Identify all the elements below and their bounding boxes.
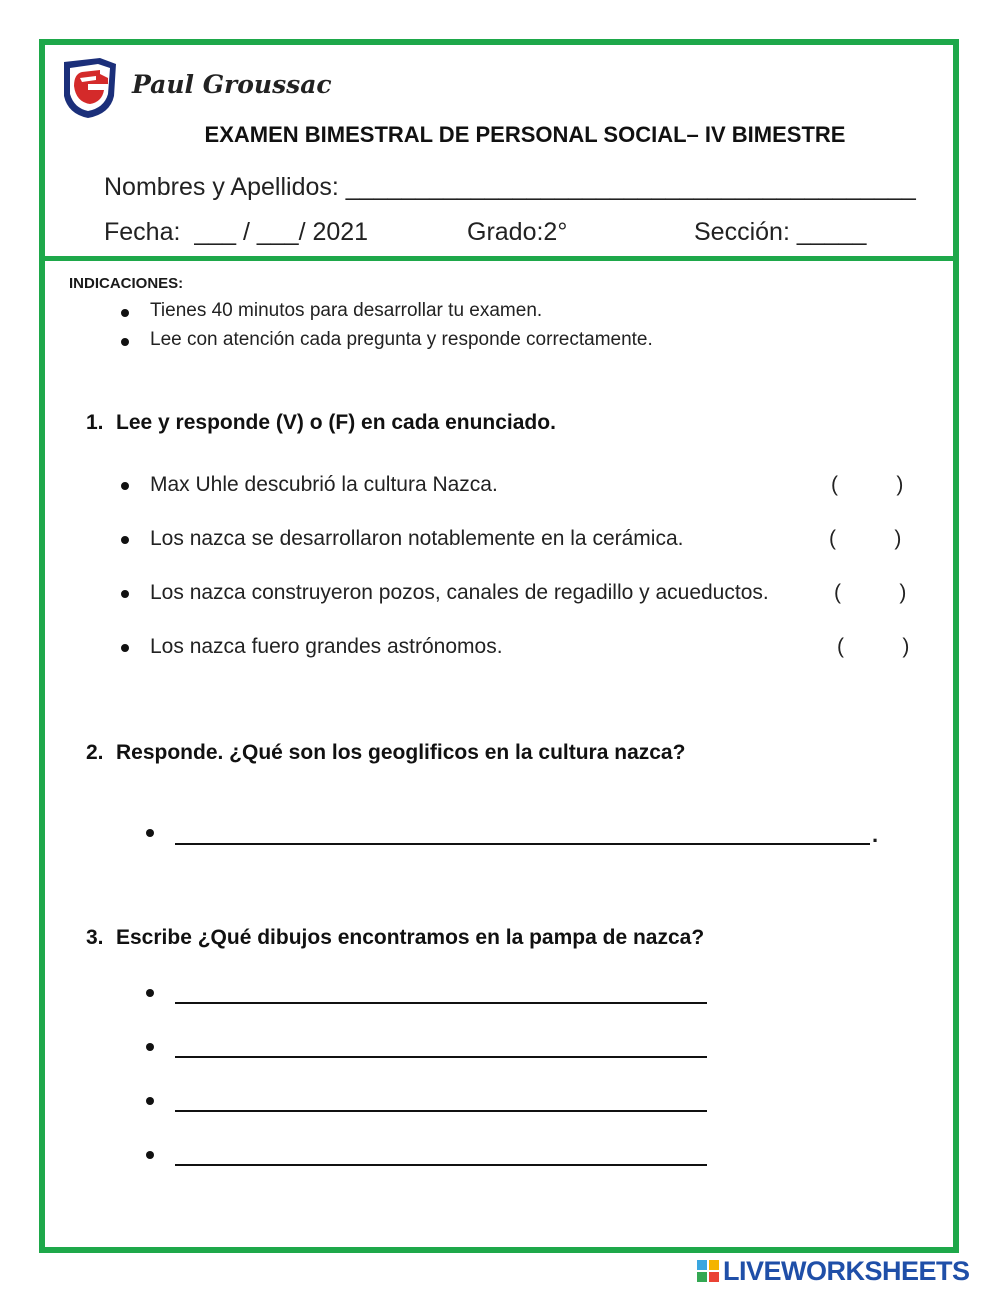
answer-box-3[interactable]: ( ) xyxy=(834,581,907,604)
question-3 xyxy=(86,926,704,950)
question-number: 3. xyxy=(86,926,104,949)
bullet-icon xyxy=(121,590,129,598)
answer-line[interactable] xyxy=(175,843,870,845)
answer-period: . xyxy=(872,822,879,847)
bullet-icon xyxy=(146,1097,154,1105)
instruction-item: Lee con atención cada pregunta y responde correctamente. xyxy=(150,329,653,350)
bullet-icon xyxy=(121,644,129,652)
question-text: Lee y responde (V) o (F) en cada enunciado. xyxy=(116,411,556,434)
grade-field: Grado:2° xyxy=(467,218,568,246)
school-logo-icon xyxy=(60,56,118,120)
answer-box-2[interactable]: ( ) xyxy=(829,527,902,550)
bullet-icon xyxy=(146,1151,154,1159)
instructions-title: INDICACIONES: xyxy=(69,275,184,292)
liveworksheets-brand[interactable] xyxy=(697,1255,997,1287)
answer-line[interactable] xyxy=(175,1056,707,1058)
answer-line[interactable] xyxy=(175,1164,707,1166)
statement-3: Los nazca construyeron pozos, canales de regadillo y acueductos. xyxy=(150,581,769,604)
date-field: Fecha: ___ / ___/ 2021 xyxy=(104,218,369,246)
question-text: Escribe ¿Qué dibujos encontramos en la pampa de nazca? xyxy=(116,926,705,949)
instruction-item: Tienes 40 minutos para desarrollar tu examen. xyxy=(150,300,543,321)
answer-box-4[interactable]: ( ) xyxy=(837,635,910,658)
question-text: Responde. ¿Qué son los geoglificos en la cultura nazca? xyxy=(116,741,686,764)
bullet-icon xyxy=(121,536,129,544)
statement-2: Los nazca se desarrollaron notablemente en la cerámica. xyxy=(150,527,684,550)
question-1 xyxy=(86,411,556,435)
bullet-icon xyxy=(146,1043,154,1051)
answer-box-1[interactable]: ( ) xyxy=(831,473,904,496)
answer-line[interactable] xyxy=(175,1002,707,1004)
liveworksheets-logo-icon xyxy=(697,1260,719,1282)
question-2 xyxy=(86,741,685,765)
statement-4: Los nazca fuero grandes astrónomos. xyxy=(150,635,503,658)
question-number: 1. xyxy=(86,411,104,434)
question-number: 2. xyxy=(86,741,104,764)
bullet-icon xyxy=(121,338,129,346)
bullet-icon xyxy=(146,989,154,997)
bullet-icon xyxy=(146,829,154,837)
school-name: Paul Groussac xyxy=(132,70,332,99)
header-divider xyxy=(39,256,959,261)
statement-1: Max Uhle descubrió la cultura Nazca. xyxy=(150,473,498,496)
brand-text: LIVEWORKSHEETS xyxy=(723,1255,970,1286)
answer-line[interactable] xyxy=(175,1110,707,1112)
name-field: Nombres y Apellidos: _________________________________________ xyxy=(104,173,916,201)
exam-title: EXAMEN BIMESTRAL DE PERSONAL SOCIAL– IV BIMESTRE xyxy=(204,122,846,147)
bullet-icon xyxy=(121,309,129,317)
section-field: Sección: _____ xyxy=(694,218,867,246)
bullet-icon xyxy=(121,482,129,490)
